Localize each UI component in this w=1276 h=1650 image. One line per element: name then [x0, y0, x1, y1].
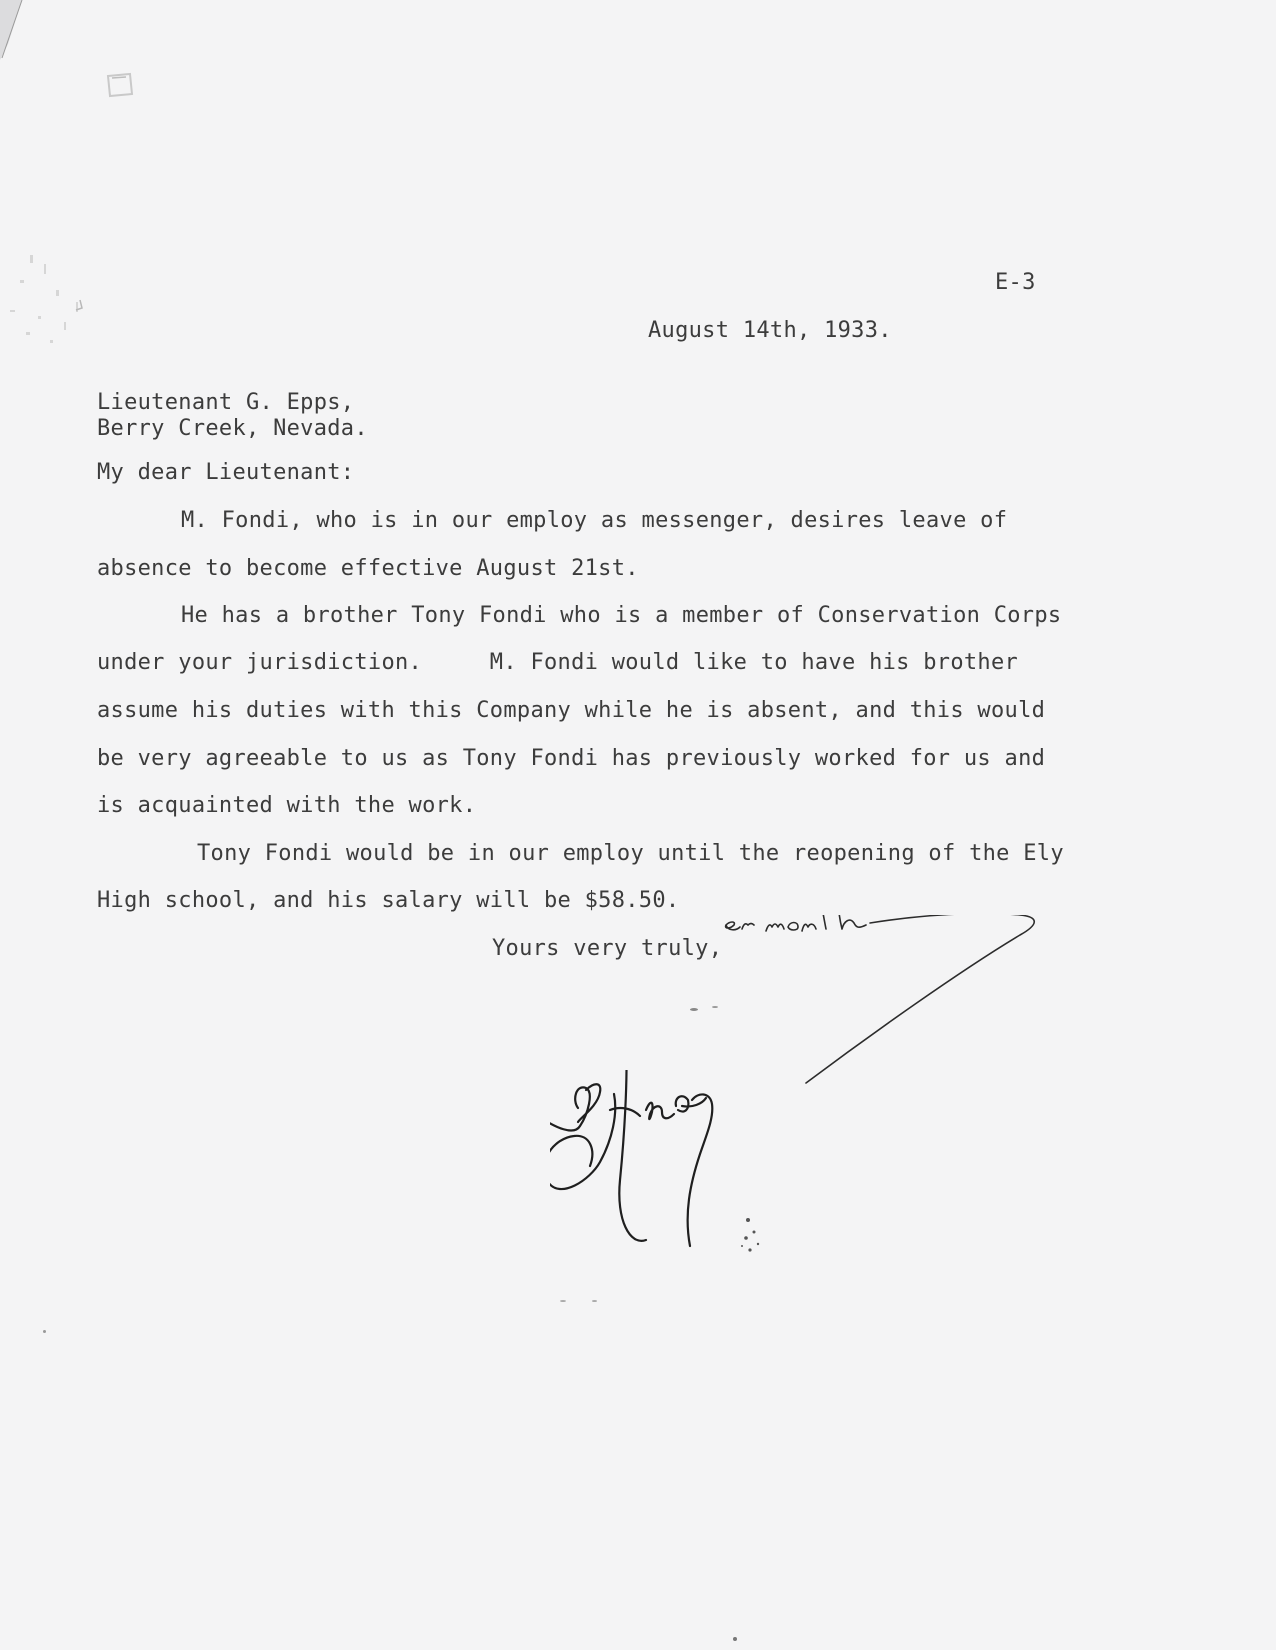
body-line: Tony Fondi would be in our employ until the reopening of the Ely	[197, 841, 1064, 866]
body-line: under your jurisdiction. M. Fondi would like to have his brother	[97, 650, 1019, 675]
body-line: be very agreeable to us as Tony Fondi has previously worked for us and	[97, 746, 1046, 771]
folded-corner	[0, 0, 60, 60]
margin-smudge	[0, 250, 100, 360]
ink-speck	[733, 1637, 737, 1641]
body-line: M. Fondi, who is in our employ as messenger, desires leave of	[181, 508, 1008, 533]
body-line: High school, and his salary will be $58.50.	[97, 888, 680, 913]
letter-date: August 14th, 1933.	[648, 318, 892, 343]
staple-mark	[104, 72, 136, 100]
recipient-address: Berry Creek, Nevada.	[97, 416, 368, 441]
ink-speck	[560, 1300, 566, 1302]
salutation: My dear Lieutenant:	[97, 460, 355, 485]
ink-speck	[43, 1330, 46, 1333]
ink-speck	[592, 1300, 597, 1302]
closing: Yours very truly,	[492, 936, 723, 961]
body-line: He has a brother Tony Fondi who is a member of Conservation Corps	[181, 603, 1062, 628]
body-line: assume his duties with this Company while he is absent, and this would	[97, 698, 1046, 723]
ink-speck	[712, 1006, 718, 1008]
body-line: absence to become effective August 21st.	[97, 556, 639, 581]
body-line: is acquainted with the work.	[97, 793, 477, 818]
ink-speck	[690, 1008, 698, 1011]
signature	[550, 1070, 810, 1350]
reference-code: E-3	[995, 270, 1036, 295]
recipient-name: Lieutenant G. Epps,	[97, 390, 355, 415]
